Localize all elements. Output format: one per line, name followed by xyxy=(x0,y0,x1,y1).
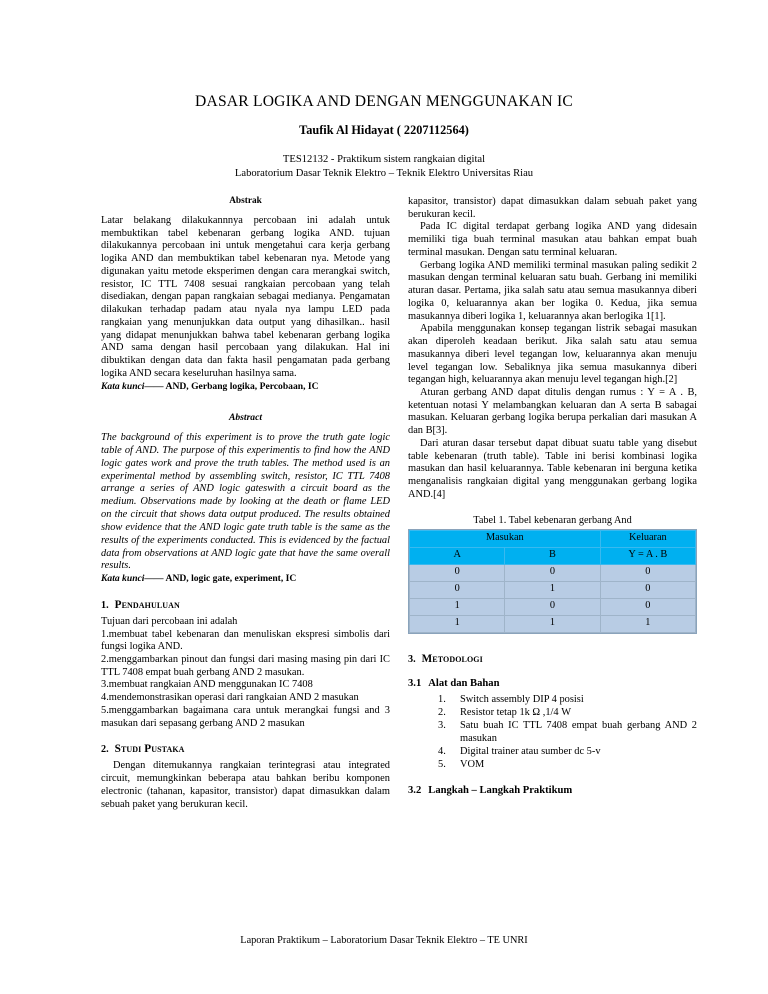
table-cell-a: 0 xyxy=(410,564,505,581)
table-cell-a: 1 xyxy=(410,615,505,632)
abstrak-keywords-value: AND, Gerbang logika, Percobaan, IC xyxy=(165,380,319,392)
spacer xyxy=(408,502,697,515)
list-item-label: Satu buah IC TTL 7408 empat buah gerbang AND 2 masukan xyxy=(460,719,697,744)
table-cell-y: 0 xyxy=(600,581,695,598)
pendahuluan-intro: Tujuan dari percobaan ini adalah xyxy=(101,615,238,627)
course-line: TES12132 - Praktikum sistem rangkaian digital xyxy=(282,154,486,166)
list-item-number: 3. xyxy=(438,719,446,731)
spacer xyxy=(408,634,697,653)
list-item xyxy=(408,759,697,772)
abstract-en-keywords-value: AND, logic gate, experiment, IC xyxy=(165,573,297,585)
abstract-en-text: The background of this experiment is to prove the truth gate logic table of AND. The purpose of this experimentis to find how the AND logic gates work and prove the truth tables. The method used is an experimental method by assembling switch, resistor, IC TTL 7408 arrange a series of AND logic gateswith a circuit board as the medium. Observations made by looking at the death or flame LED on the circuit that shows data output produced. The results obtained show evidence that the AND logic gate truth table is the same as the results of the experiments conducted. This is evidenced by the factual data from observations at AND logic gate that have the same overall results. xyxy=(101,432,390,572)
list-item-label: Switch assembly DIP 4 posisi xyxy=(460,693,584,705)
studi-pustaka-paragraph-cont: kapasitor, transistor) dapat dimasukkan dalam sebuah paket yang berukuran kecil. xyxy=(408,196,697,220)
page-footer: Laporan Praktikum – Laboratorium Dasar Teknik Elektro – TE UNRI xyxy=(240,935,528,946)
studi-pustaka-paragraph: Gerbang logika AND memiliki terminal masukan paling sedikit 2 masukan dengan terminal keluaran satu buah. Gerbang ini memiliki aturan dasar. Pertama, jika salah satu atau semua masukannya diberi logika 0, keluarannya akan ber logika 0. Kedua, jika semua masukannya diberi logika 1, keluarannya akan berlogika 1[1]. xyxy=(408,259,697,322)
section-number: 3. xyxy=(408,653,416,665)
studi-pustaka-paragraph: Aturan gerbang AND dapat ditulis dengan rumus : Y = A . B, ketentuan notasi Y melambangkan keluaran dan A serta B sabagai masukan. Keluaran gerbang logika berupa perkalian dari masukan A dan B[3]. xyxy=(408,387,697,437)
table-row xyxy=(410,615,696,632)
section-number: 2. xyxy=(101,744,109,756)
section-label: Pendahuluan xyxy=(114,598,180,611)
abstract-en-keywords-label: Kata kunci—— xyxy=(101,573,164,585)
table-column-y: Y = A . B xyxy=(600,547,695,564)
two-column-body xyxy=(101,196,697,811)
list-item xyxy=(408,746,697,759)
table-cell-y: 0 xyxy=(600,598,695,615)
left-column xyxy=(101,196,390,811)
table-caption: Tabel 1. Tabel kebenaran gerbang And xyxy=(473,514,632,526)
pendahuluan-item: 5.menggambarkan bagaimana cara untuk merangkai fungsi and 3 masukan dari sepasang gerbang AND 2 masukan xyxy=(101,704,390,729)
section-heading-metodologi xyxy=(408,653,697,665)
table-cell-b: 0 xyxy=(505,564,600,581)
list-item-label: Resistor tetap 1k Ω ,1/4 W xyxy=(460,706,572,718)
list-item-number: 2. xyxy=(438,706,446,718)
pendahuluan-item: 2.menggambarkan pinout dan fungsi dari masing masing pin dari IC TTL 7408 empat buah gerbang AND 2 masukan. xyxy=(101,653,390,678)
list-item xyxy=(408,720,697,746)
list-item xyxy=(408,707,697,720)
list-item-number: 4. xyxy=(438,745,446,757)
table-cell-a: 0 xyxy=(410,581,505,598)
table-cell-a: 1 xyxy=(410,598,505,615)
table-column-a: A xyxy=(410,547,505,564)
page-title: DASAR LOGIKA AND DENGAN MENGGUNAKAN IC xyxy=(195,93,573,110)
table-cell-y: 1 xyxy=(600,615,695,632)
subsection-heading-langkah-praktikum xyxy=(408,785,697,796)
table-row xyxy=(410,564,696,581)
abstrak-keywords xyxy=(101,381,390,393)
subsection-label: Alat dan Bahan xyxy=(428,677,500,689)
spacer xyxy=(408,670,697,678)
spacer xyxy=(101,586,390,599)
section-heading-studi-pustaka xyxy=(101,743,390,755)
truth-table xyxy=(409,530,696,633)
studi-pustaka-paragraph: Dari aturan dasar tersebut dapat dibuat suatu table yang disebut table kebenaran (truth table). Table ini berisi kombinasi logika masukan dan hasil keluarannya. Table kebenaran ini berguna ketika menganalisis rangkaian digital yang menggunakan gerbang logika AND.[4] xyxy=(408,437,697,500)
spacer xyxy=(408,772,697,785)
spacer xyxy=(101,393,390,412)
list-item-label: Digital trainer atau sumber dc 5-v xyxy=(460,745,601,757)
truth-table-wrapper xyxy=(408,529,697,634)
table-row xyxy=(410,581,696,598)
table-column-header-row xyxy=(410,547,696,564)
list-item-label: VOM xyxy=(460,758,485,770)
section-label: Studi Pustaka xyxy=(114,743,185,756)
table-cell-y: 0 xyxy=(600,564,695,581)
list-item xyxy=(408,694,697,707)
subsection-heading-alat-dan-bahan xyxy=(408,678,697,689)
pendahuluan-item: 3.membuat rangkaian AND menggunakan IC 7408 xyxy=(101,679,313,691)
table-cell-b: 1 xyxy=(505,581,600,598)
list-item-number: 1. xyxy=(438,693,446,705)
section-number: 1. xyxy=(101,599,109,611)
abstrak-keywords-label: Kata kunci—— xyxy=(101,380,164,392)
right-column xyxy=(408,196,697,811)
spacer xyxy=(101,730,390,743)
author-name: Taufik Al Hidayat ( 2207112564) xyxy=(299,123,469,138)
abstract-en-keywords xyxy=(101,573,390,585)
studi-pustaka-paragraph: Dengan ditemukannya rangkaian terintegrasi atau integrated circuit, memungkinkan beberapa atau bahkan beribu komponen electronic (tahanan, kapasitor, transistor) dapat dimasukkan dalam sebuah paket yang berukuran kecil. xyxy=(101,760,390,810)
subsection-label: Langkah – Langkah Praktikum xyxy=(428,784,573,796)
abstrak-heading: Abstrak xyxy=(229,196,262,206)
table-header-group-row xyxy=(410,530,696,547)
table-cell-b: 0 xyxy=(505,598,600,615)
list-item-number: 5. xyxy=(438,758,446,770)
document-header xyxy=(0,0,768,181)
subsection-number: 3.1 xyxy=(408,677,422,689)
affiliation-line: Laboratorium Dasar Teknik Elektro – Teknik Elektro Universitas Riau xyxy=(234,168,534,180)
subsection-number: 3.2 xyxy=(408,784,422,796)
pendahuluan-item: 1.membuat tabel kebenaran dan menuliskan ekspresi simbolis dari fungsi logika AND. xyxy=(101,628,390,653)
pendahuluan-item: 4.mendemonstrasikan operasi dari rangkaian AND 2 masukan xyxy=(101,692,359,704)
alat-dan-bahan-list xyxy=(408,694,697,772)
table-cell-b: 1 xyxy=(505,615,600,632)
table-header-keluaran: Keluaran xyxy=(600,530,695,547)
table-column-b: B xyxy=(505,547,600,564)
abstrak-text: Latar belakang dilakukannnya percobaan ini adalah untuk membuktikan tabel kebenaran gerbang logika AND. tujuan dilakukannya percobaan ini untuk mengetahui cara kerja gerbang logika AND dan membuktikan tabel kebenaran nya. Metode yang digunakan yaitu metode eksperimen dengan cara merangkai switch, resistor, IC TTL 7408 sesuai rangkaian percobaan yang telah disediakan, dengan papan rangkaian sebagai medianya. Pengamatan dilakukan terhadap padam atau nyala nya lampu LED pada rangkaian yang menunjukkan data output yang dihasilkan.. hasil yang didapat menunjukkan bahwa tabel kebenaran gerbang logika AND sama dengan hasil percobaan yang dilakukan. Hal ini dibuktikan dengan data dan fakta hasil pengamatan pada gerbang logika AND secara keseluruhan hasilnya sama. xyxy=(101,215,390,379)
section-heading-pendahuluan xyxy=(101,599,390,611)
section-label: Metodologi xyxy=(421,652,483,665)
abstract-en-heading: Abstract xyxy=(228,412,263,424)
table-header-masukan: Masukan xyxy=(410,530,601,547)
table-row xyxy=(410,598,696,615)
studi-pustaka-paragraph: Pada IC digital terdapat gerbang logika AND yang didesain memiliki tiga buah terminal masukan atau bahkan empat buah terminal masukan. Dengan satu terminal keluaran. xyxy=(408,221,697,258)
studi-pustaka-paragraph: Apabila menggunakan konsep tegangan listrik sebagai masukan akan diperoleh keadaan berikut. Jika salah satu atau semua masukannya diberi level tegangan low, keluarannya akan menuju level tegangan low. Sebaliknya jika semua masukannya diberi tegangan high, keluarannya akan menuju level tegangan high.[2] xyxy=(408,323,697,386)
